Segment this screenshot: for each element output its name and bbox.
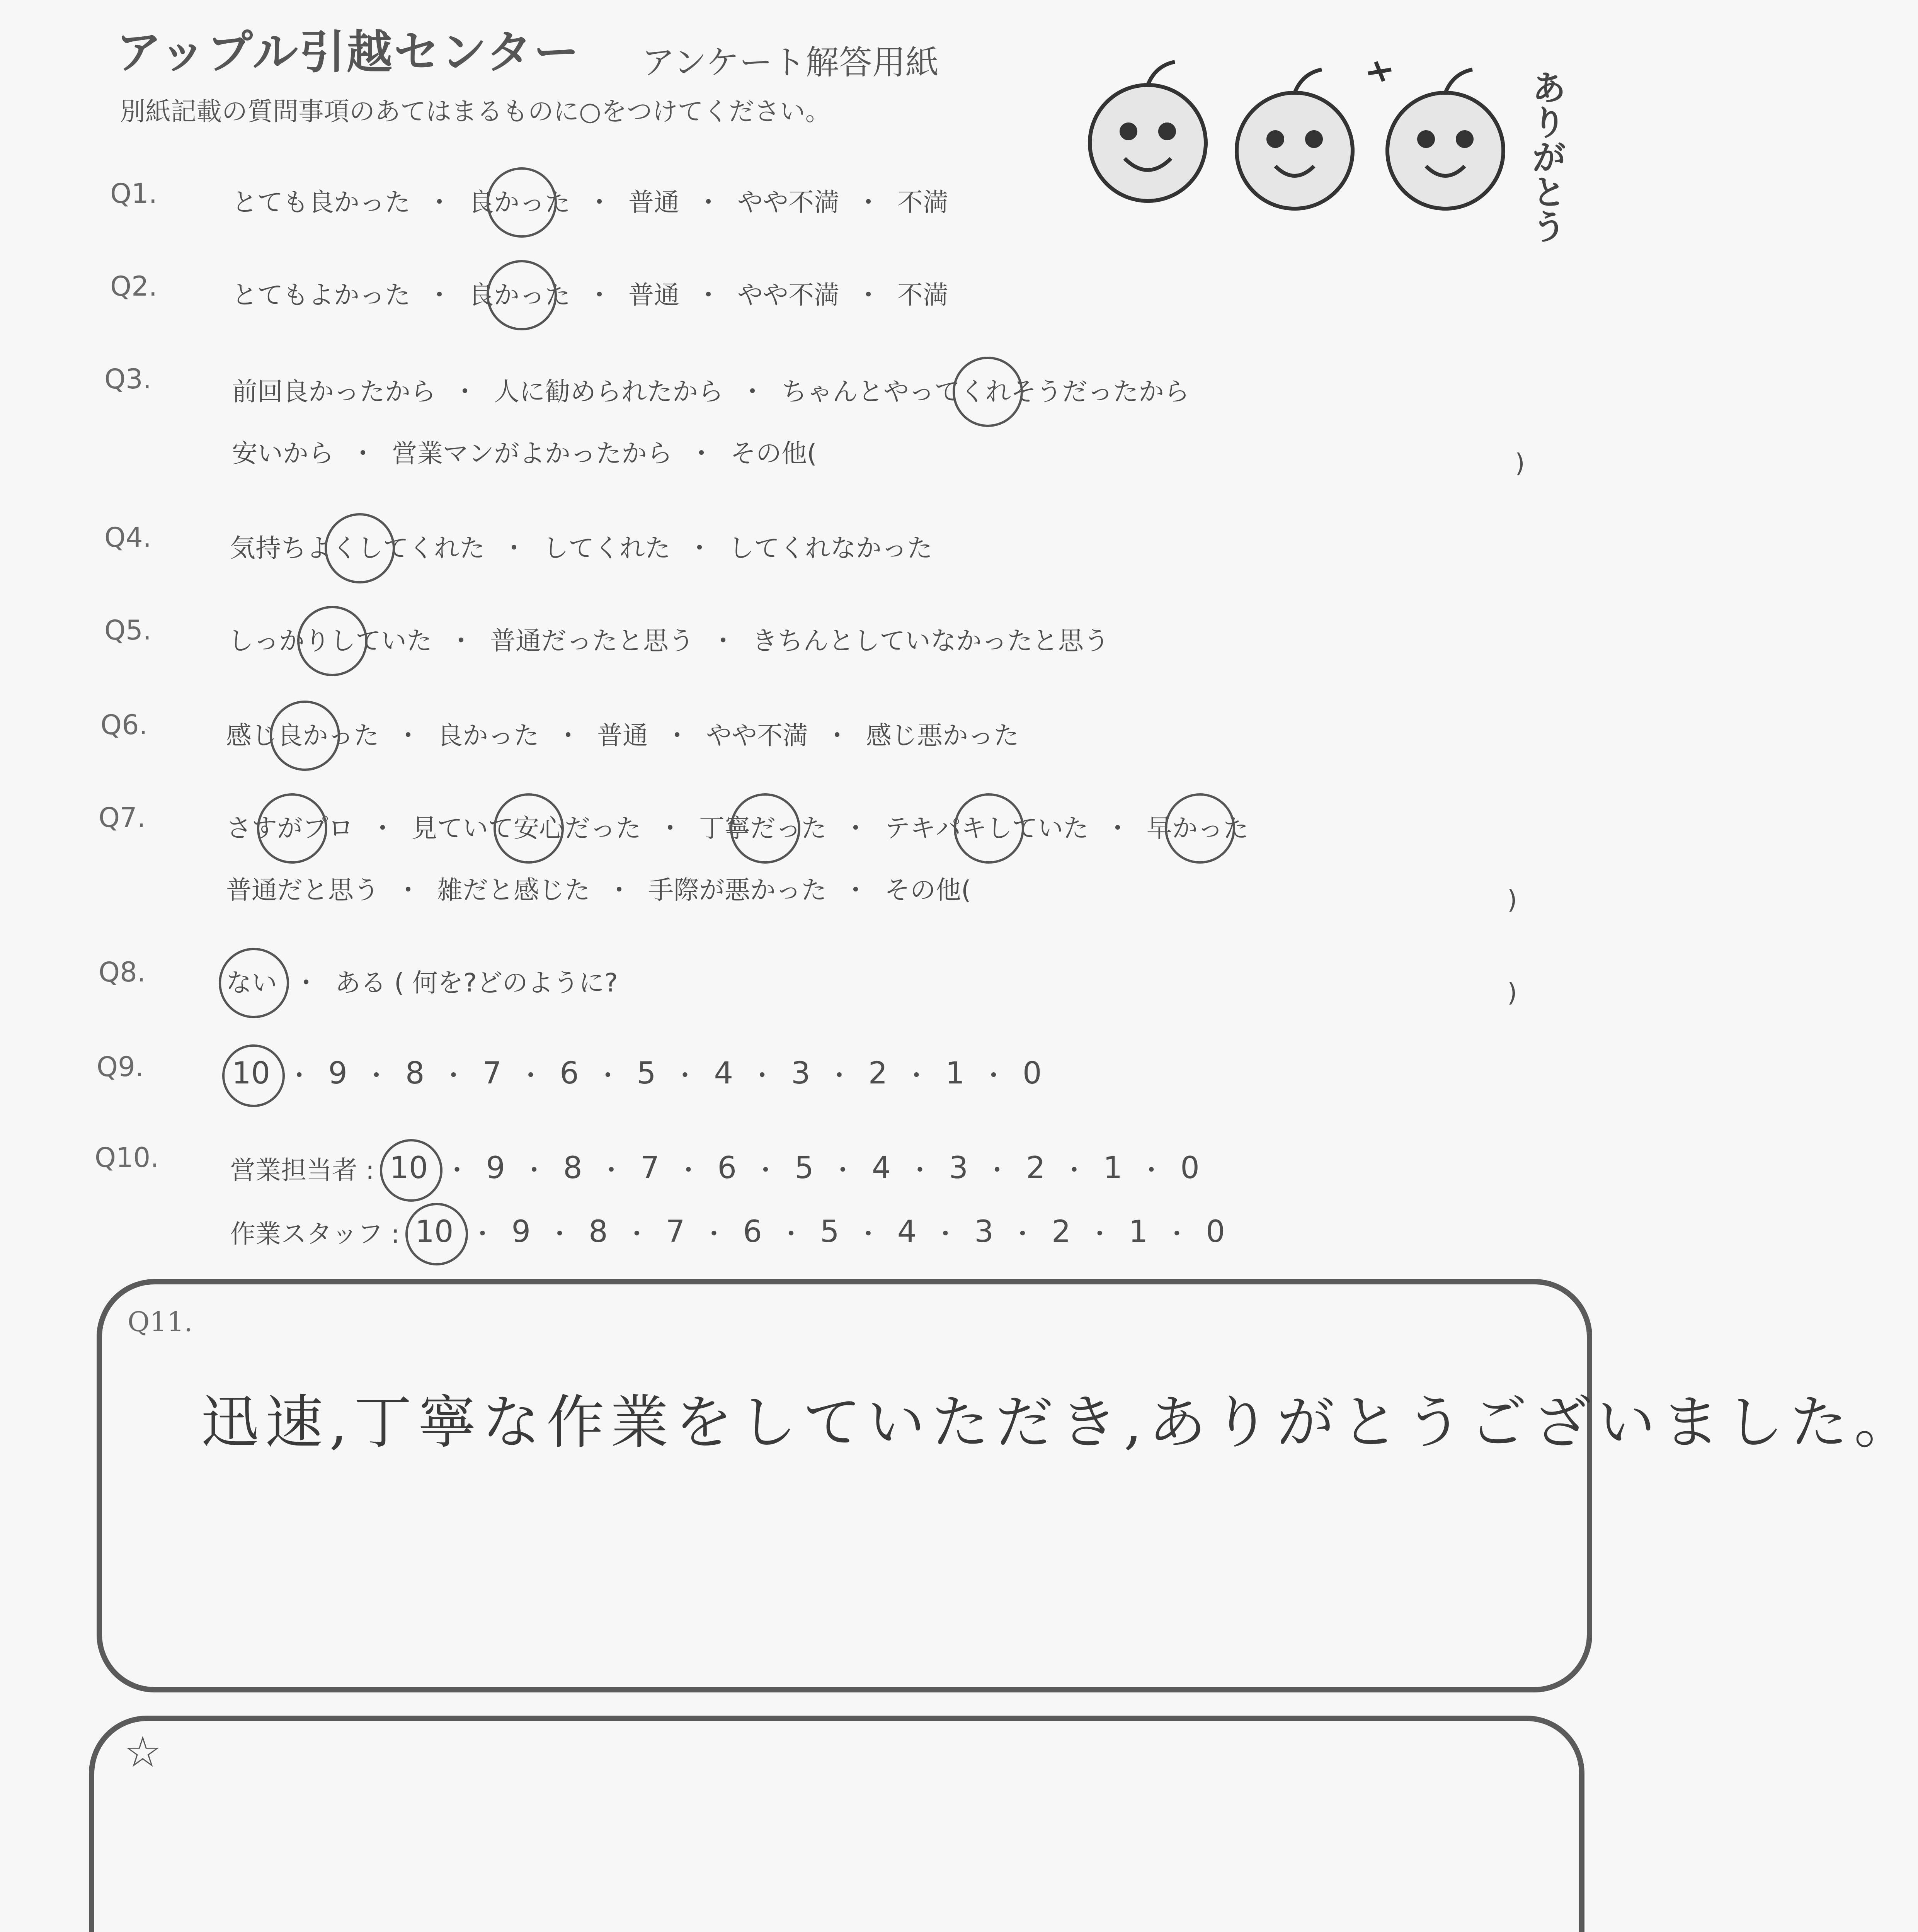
- q10-staff-score[interactable]: 7: [665, 1214, 685, 1249]
- q6-option[interactable]: 感じ悪かった: [866, 721, 1019, 750]
- q10-staff-score[interactable]: 3: [974, 1214, 994, 1249]
- q6-option[interactable]: やや不満: [706, 721, 808, 750]
- q10-staff-score[interactable]: 2: [1051, 1214, 1071, 1249]
- q6-option[interactable]: 良かった: [437, 721, 539, 750]
- q10-staff-score[interactable]: 1: [1128, 1214, 1148, 1249]
- q4-option[interactable]: してくれなかった: [728, 533, 933, 563]
- q10-sales-score[interactable]: 5: [795, 1150, 814, 1185]
- q9-score[interactable]: 5: [636, 1056, 656, 1091]
- q1-options: とても良かった ・ 良かった ・ 普通 ・ やや不満 ・ 不満: [232, 182, 948, 218]
- q8-option-selected[interactable]: ない: [226, 962, 277, 999]
- q4-label: Q4.: [104, 522, 151, 553]
- q9-score[interactable]: 3: [791, 1056, 810, 1091]
- q9-score[interactable]: 4: [714, 1056, 734, 1091]
- q10-sales-score[interactable]: 3: [949, 1150, 968, 1185]
- q1-label: Q1.: [110, 178, 157, 209]
- q10-sales-score[interactable]: 0: [1180, 1150, 1200, 1185]
- q10-staff-score[interactable]: 8: [589, 1214, 608, 1249]
- instruction-text: 別紙記載の質問事項のあてはまるものに○をつけてください。: [120, 97, 831, 126]
- q10-staff-score[interactable]: 5: [820, 1214, 839, 1249]
- q7-option-selected[interactable]: 見ていて安心だった: [412, 808, 641, 844]
- q9-score[interactable]: 0: [1023, 1056, 1042, 1091]
- q9-score[interactable]: 9: [328, 1056, 347, 1091]
- comment-box[interactable]: [89, 1716, 1584, 1932]
- q7-option[interactable]: 普通だと思う: [226, 875, 379, 905]
- q10-staff-row: 作業スタッフ : 10 ・ 9 ・ 8 ・ 7 ・ 6 ・ 5 ・ 4 ・ 3 ・ 2 ・ 1 ・ 0: [230, 1213, 1225, 1250]
- q1-option[interactable]: やや不満: [737, 187, 839, 217]
- mascot-illustration: [1059, 27, 1592, 243]
- thanks-text: ありがとう: [1525, 70, 1566, 243]
- q6-options: 感じ良かった ・ 良かった ・ 普通 ・ やや不満 ・ 感じ悪かった: [226, 715, 1019, 752]
- q2-option[interactable]: とてもよかった: [232, 280, 410, 310]
- q9-label: Q9.: [97, 1051, 144, 1083]
- q3-option[interactable]: 前回良かったから: [232, 377, 436, 406]
- q5-option-selected[interactable]: しっかりしていた: [228, 620, 432, 657]
- q6-label: Q6.: [100, 709, 148, 741]
- q2-option[interactable]: 不満: [897, 280, 948, 310]
- q10-label: Q10.: [95, 1142, 159, 1173]
- q1-option[interactable]: とても良かった: [232, 187, 410, 217]
- q11-answer-box[interactable]: [97, 1279, 1592, 1692]
- q3-option[interactable]: 安いから: [232, 439, 334, 468]
- q8-close-paren: ): [1507, 978, 1517, 1007]
- q10-sales-score[interactable]: 9: [486, 1150, 505, 1185]
- q9-score[interactable]: 7: [482, 1056, 502, 1091]
- q10-sales-score[interactable]: 6: [717, 1150, 737, 1185]
- q7-option-selected[interactable]: 丁寧だった: [699, 808, 827, 844]
- q4-option-selected[interactable]: 気持ちよくしてくれた: [230, 527, 485, 564]
- q10-sales-score[interactable]: 2: [1026, 1150, 1045, 1185]
- q5-option[interactable]: きちんとしていなかったと思う: [752, 626, 1109, 656]
- q7-option-selected[interactable]: テキパキしていた: [885, 808, 1089, 844]
- q2-option-selected[interactable]: 良かった: [468, 274, 570, 311]
- q10-staff-label: 作業スタッフ :: [230, 1219, 400, 1249]
- q3-option-other[interactable]: その他(: [730, 439, 817, 468]
- q1-option-selected[interactable]: 良かった: [468, 182, 570, 218]
- q11-label: Q11.: [128, 1306, 193, 1338]
- q7-option[interactable]: 雑だと感じた: [437, 875, 590, 905]
- q9-score-selected[interactable]: 10: [232, 1056, 271, 1091]
- q4-options: 気持ちよくしてくれた ・ してくれた ・ してくれなかった: [230, 527, 933, 564]
- q10-staff-score[interactable]: 4: [897, 1214, 917, 1249]
- q10-sales-label: 営業担当者 :: [230, 1155, 374, 1185]
- q10-sales-score[interactable]: 4: [871, 1150, 891, 1185]
- q3-option[interactable]: 人に勧められたから: [494, 377, 723, 406]
- q3-options-row2: 安いから ・ 営業マンがよかったから ・ その他(: [232, 433, 817, 469]
- q7-label: Q7.: [99, 802, 146, 833]
- q10-staff-score[interactable]: 0: [1206, 1214, 1225, 1249]
- q10-sales-row: 営業担当者 : 10 ・ 9 ・ 8 ・ 7 ・ 6 ・ 5 ・ 4 ・ 3 ・ 2 ・ 1 ・ 0: [230, 1150, 1200, 1186]
- q10-sales-score[interactable]: 1: [1103, 1150, 1123, 1185]
- q5-label: Q5.: [104, 614, 151, 646]
- q7-options-row2: 普通だと思う ・ 雑だと感じた ・ 手際が悪かった ・ その他(: [226, 869, 971, 906]
- q2-option[interactable]: 普通: [628, 280, 679, 310]
- q7-option[interactable]: 手際が悪かった: [648, 875, 827, 905]
- q8-label: Q8.: [99, 956, 146, 988]
- q4-option[interactable]: してくれた: [543, 533, 671, 563]
- q5-options: しっかりしていた ・ 普通だったと思う ・ きちんとしていなかったと思う: [228, 620, 1109, 657]
- q10-sales-score-selected[interactable]: 10: [390, 1150, 428, 1185]
- q3-close-paren: ): [1515, 448, 1525, 478]
- form-subtitle: アンケート解答用紙: [642, 43, 939, 82]
- q3-options: 前回良かったから ・ 人に勧められたから ・ ちゃんとやってくれそうだったから: [232, 371, 1190, 408]
- q2-options: とてもよかった ・ 良かった ・ 普通 ・ やや不満 ・ 不満: [232, 274, 948, 311]
- q11-answer-text: 迅速,丁寧な作業をしていただき,ありがとうございました。: [201, 1389, 1918, 1456]
- q3-option[interactable]: 営業マンがよかったから: [392, 439, 672, 468]
- q3-option-selected[interactable]: ちゃんとやってくれそうだったから: [781, 371, 1190, 408]
- q9-scale: 10 ・ 9 ・ 8 ・ 7 ・ 6 ・ 5 ・ 4 ・ 3 ・ 2 ・ 1 ・ 0: [232, 1056, 1042, 1091]
- q8-option[interactable]: ある ( 何を?どのように?: [335, 968, 618, 998]
- q7-option-selected[interactable]: さすがプロ: [226, 808, 354, 844]
- q10-staff-score[interactable]: 9: [511, 1214, 531, 1249]
- q10-staff-score-selected[interactable]: 10: [415, 1214, 454, 1249]
- q10-staff-score[interactable]: 6: [743, 1214, 762, 1249]
- q6-option-selected[interactable]: 感じ良かった: [226, 715, 379, 752]
- q7-close-paren: ): [1507, 885, 1517, 915]
- q1-option[interactable]: 普通: [628, 187, 679, 217]
- q6-option[interactable]: 普通: [597, 721, 648, 750]
- q9-score[interactable]: 6: [560, 1056, 579, 1091]
- q8-options: ない ・ ある ( 何を?どのように?: [226, 962, 618, 999]
- q1-option[interactable]: 不満: [897, 187, 948, 217]
- q9-score[interactable]: 2: [868, 1056, 888, 1091]
- q5-option[interactable]: 普通だったと思う: [490, 626, 694, 656]
- q3-label: Q3.: [104, 363, 151, 395]
- q7-option-other[interactable]: その他(: [885, 875, 971, 905]
- q9-score[interactable]: 8: [405, 1056, 425, 1091]
- q2-option[interactable]: やや不満: [737, 280, 839, 310]
- q2-label: Q2.: [110, 270, 157, 302]
- q9-score[interactable]: 1: [945, 1056, 965, 1091]
- q7-option-selected[interactable]: 早かった: [1147, 808, 1249, 844]
- company-title: アップル引越センター: [116, 26, 581, 79]
- q7-options: さすがプロ ・ 見ていて安心だった ・ 丁寧だった ・ テキパキしていた ・ 早かった: [226, 808, 1249, 844]
- star-icon: ☆: [124, 1727, 162, 1777]
- q10-sales-score[interactable]: 8: [563, 1150, 582, 1185]
- q10-sales-score[interactable]: 7: [640, 1150, 660, 1185]
